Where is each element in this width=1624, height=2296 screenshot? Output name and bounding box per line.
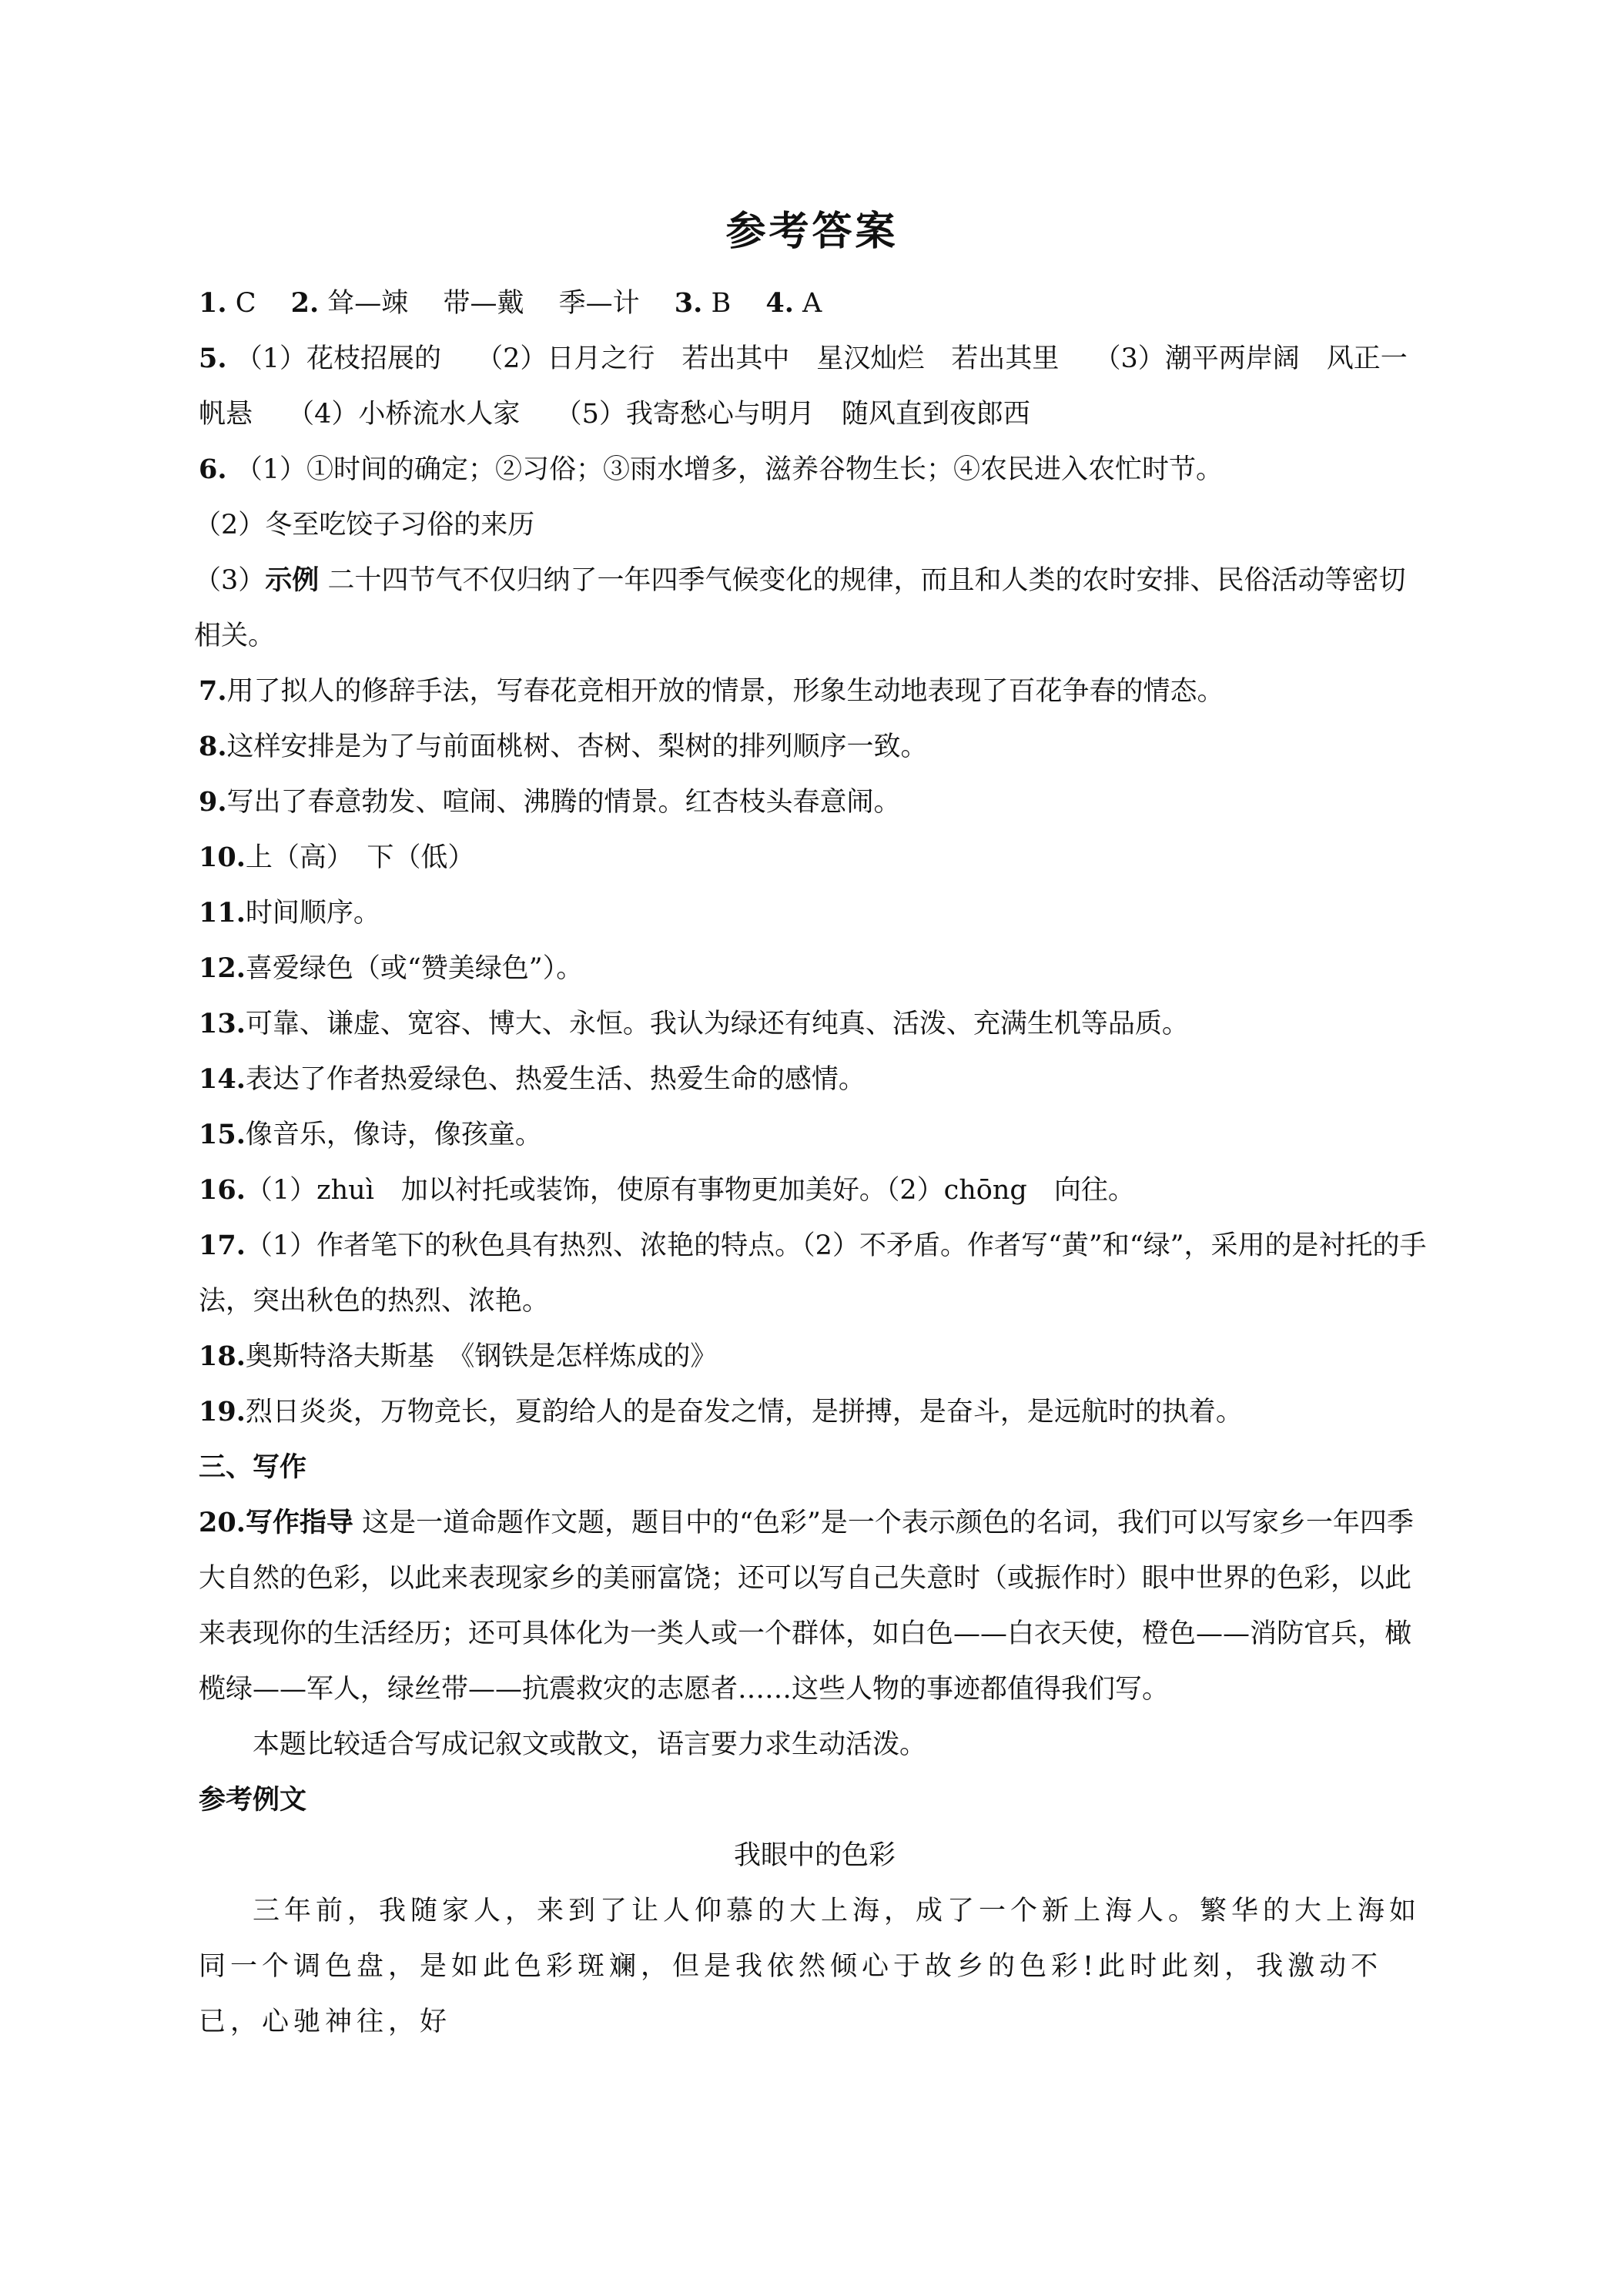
answer-6-part3 <box>194 553 1431 664</box>
q6-part3-text: 二十四节气不仅归纳了一年四季气候变化的规律，而且和人类的农时安排、民俗活动等密切相关。 <box>194 565 1406 651</box>
q4-answer: A <box>802 288 822 319</box>
q17-text: （1）作者笔下的秋色具有热烈、浓艳的特点。（2）不矛盾。作者写“黄”和“绿”，采用的是衬托的手法，突出秋色的热烈、浓艳。 <box>199 1230 1427 1317</box>
q20-paragraph-2: 本题比较适合写成记叙文或散文，语言要力求生动活泼。 <box>253 1729 927 1760</box>
answer-18: 18.奥斯特洛夫斯基 《钢铁是怎样炼成的》 <box>199 1340 718 1372</box>
answer-9: 9.写出了春意勃发、喧闹、沸腾的情景。红杏枝头春意闹。 <box>199 786 901 818</box>
q16-text: （1）zhuì 加以衬托或装饰，使原有事物更加美好。（2）chōng 向往。 <box>245 1175 1135 1206</box>
answer-12: 12.喜爱绿色（或“赞美绿色”）。 <box>199 952 584 984</box>
q9-number: 9 <box>199 786 218 818</box>
answer-15: 15.像音乐，像诗，像孩童。 <box>199 1119 542 1150</box>
q5-part2: （2）日月之行 若出其中 星汉灿烂 若出其里 <box>476 343 1060 374</box>
essay-title: 我眼中的色彩 <box>733 1840 896 1871</box>
q3-number: 3 <box>674 287 694 319</box>
q6-part1: （1）①时间的确定；②习俗；③雨水增多，滋养谷物生长；④农民进入农忙时节。 <box>235 454 1223 485</box>
answer-14: 14.表达了作者热爱绿色、热爱生活、热爱生命的感情。 <box>199 1063 866 1095</box>
q15-number: 15 <box>199 1119 236 1150</box>
q14-text: 表达了作者热爱绿色、热爱生活、热爱生命的感情。 <box>245 1064 866 1095</box>
q7-text: 用了拟人的修辞手法，写春花竞相开放的情景，形象生动地表现了百花争春的情态。 <box>226 676 1224 707</box>
q20-label: 写作指导 <box>245 1507 353 1538</box>
q5-number: 5 <box>199 343 218 374</box>
answer-6-part2: （2）冬至吃饺子习俗的来历 <box>194 510 535 541</box>
q11-number: 11 <box>199 897 236 929</box>
answer-13: 13.可靠、谦虚、宽容、博大、永恒。我认为绿还有纯真、活泼、充满生机等品质。 <box>199 1008 1189 1039</box>
q14-number: 14 <box>199 1063 236 1095</box>
q7-number: 7 <box>199 675 218 707</box>
sample-essay-label: 参考例文 <box>199 1784 307 1816</box>
q19-text: 烈日炎炎，万物竞长，夏韵给人的是奋发之情，是拼搏，是奋斗，是远航时的执着。 <box>245 1397 1243 1427</box>
q2-answer-c: 季—计 <box>558 288 640 319</box>
answer-8: 8.这样安排是为了与前面桃树、杏树、梨树的排列顺序一致。 <box>199 731 928 762</box>
q12-text: 喜爱绿色（或“赞美绿色”）。 <box>245 953 584 984</box>
q12-number: 12 <box>199 952 236 984</box>
q20-number: 20 <box>199 1507 236 1538</box>
q18-number: 18 <box>199 1340 236 1372</box>
answer-content <box>194 276 1431 2050</box>
answers-1-4: 1. C 2. 耸—竦 带—戴 季—计 3. B 4. A <box>199 287 822 319</box>
answer-16: 16.（1）zhuì 加以衬托或装饰，使原有事物更加美好。（2）chōng 向往。 <box>199 1174 1135 1206</box>
q5-part3: （3）潮平两岸阔 风正一帆悬 <box>199 343 1408 430</box>
q4-number: 4 <box>765 287 785 319</box>
q20-text: 这是一道命题作文题，题目中的“色彩”是一个表示颜色的名词，我们可以写家乡一年四季大自然的色彩，以此来表现家乡的美丽富饶；还可以写自己失意时（或振作时）眼中世界的色彩，以此来表现你的生活经历；还可具体化为一类人或一个群体，如白色——白衣天使，橙色——消防官兵，橄榄绿——军人，绿丝带——抗震救灾的志愿者……这些人物的事迹都值得我们写。 <box>199 1508 1414 1705</box>
q1-answer: C <box>235 288 256 319</box>
q13-text: 可靠、谦虚、宽容、博大、永恒。我认为绿还有纯真、活泼、充满生机等品质。 <box>245 1009 1189 1039</box>
q8-number: 8 <box>199 731 218 762</box>
q2-answer-b: 带—戴 <box>443 288 524 319</box>
q10-text: 上（高） 下（低） <box>245 842 475 873</box>
q13-number: 13 <box>199 1008 236 1039</box>
answer-10: 10.上（高） 下（低） <box>199 842 475 873</box>
q17-number: 17 <box>199 1230 236 1261</box>
q9-text: 写出了春意勃发、喧闹、沸腾的情景。红杏枝头春意闹。 <box>226 787 901 818</box>
q1-number: 1 <box>199 287 218 319</box>
q6-number: 6 <box>199 454 218 485</box>
q2-number: 2 <box>290 287 310 319</box>
section-heading-writing: 三、写作 <box>199 1451 307 1483</box>
answer-11: 11.时间顺序。 <box>199 897 380 929</box>
q2-answer-a: 耸—竦 <box>327 288 409 319</box>
answer-5: 5. （1）花枝招展的 （2）日月之行 若出其中 星汉灿烂 若出其里 （3）潮平两岸阔 风正一帆悬 （4）小桥流水人家 （5）我寄愁心与明月 随风直到夜郎西 <box>199 343 1408 430</box>
page-title: 参考答案 <box>725 208 899 255</box>
q11-text: 时间顺序。 <box>245 898 380 929</box>
q5-part4: （4）小桥流水人家 <box>287 399 521 430</box>
answer-6-part1: 6. （1）①时间的确定；②习俗；③雨水增多，滋养谷物生长；④农民进入农忙时节。 <box>199 454 1223 485</box>
q18-text: 奥斯特洛夫斯基 《钢铁是怎样炼成的》 <box>245 1341 718 1372</box>
q16-number: 16 <box>199 1174 236 1206</box>
answer-19: 19.烈日炎炎，万物竞长，夏韵给人的是奋发之情，是拼搏，是奋斗，是远航时的执着。 <box>199 1396 1243 1427</box>
essay-text: 三年前，我随家人，来到了让人仰慕的大上海，成了一个新上海人。繁华的大上海如同一个调色盘，是如此色彩斑斓，但是我依然倾心于故乡的色彩!此时此刻，我激动不已，心驰神往，好 <box>199 1896 1421 2037</box>
q5-part5: （5）我寄愁心与明月 随风直到夜郎西 <box>554 399 1030 430</box>
q10-number: 10 <box>199 842 236 873</box>
answer-20: 20.写作指导 这是一道命题作文题，题目中的“色彩”是一个表示颜色的名词，我们可以写家乡一年四季大自然的色彩，以此来表现家乡的美丽富饶；还可以写自己失意时（或振作时）眼中世界的色彩，以此来表现你的生活经历；还可具体化为一类人或一个群体，如白色——白衣天使，橙色——消防官兵，橄榄绿——军人，绿丝带——抗震救灾的志愿者……这些人物的事迹都值得我们写。 <box>199 1507 1414 1705</box>
q3-answer: B <box>711 288 732 319</box>
answer-17: 17.（1）作者笔下的秋色具有热烈、浓艳的特点。（2）不矛盾。作者写“黄”和“绿”，采用的是衬托的手法，突出秋色的热烈、浓艳。 <box>199 1230 1427 1317</box>
q5-part1: （1）花枝招展的 <box>235 343 441 374</box>
q19-number: 19 <box>199 1396 236 1427</box>
q6-example-label: 示例 <box>265 564 320 596</box>
q6-part3-prefix: （3） <box>194 565 266 596</box>
answer-7: 7.用了拟人的修辞手法，写春花竞相开放的情景，形象生动地表现了百花争春的情态。 <box>199 675 1224 707</box>
q8-text: 这样安排是为了与前面桃树、杏树、梨树的排列顺序一致。 <box>226 731 928 762</box>
q15-text: 像音乐，像诗，像孩童。 <box>245 1120 542 1150</box>
